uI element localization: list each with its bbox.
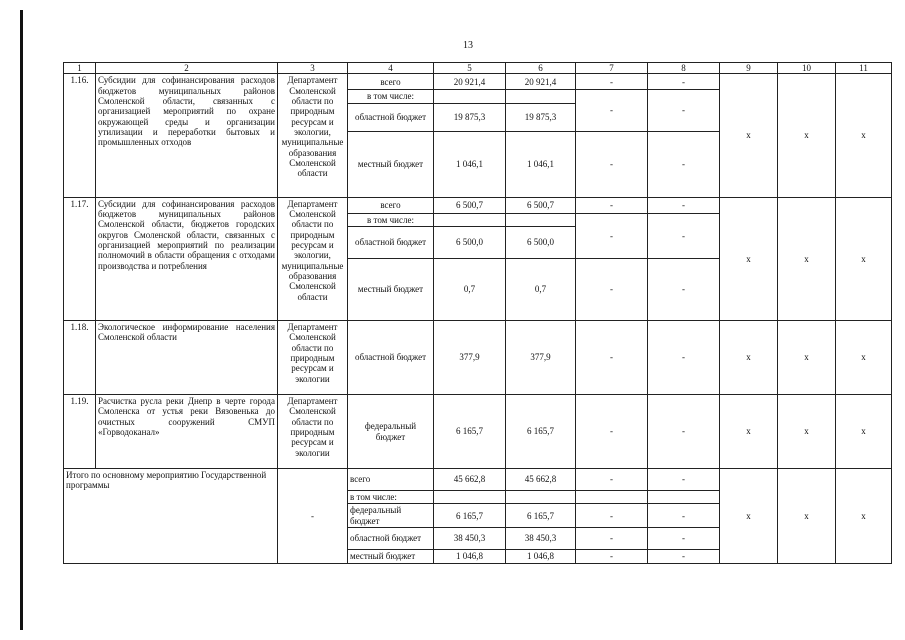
value-col8: -	[648, 321, 720, 395]
value-col8: -	[648, 90, 720, 131]
value-col11: x	[836, 469, 892, 564]
page-edge-line	[20, 10, 23, 630]
row-number: 1.19.	[64, 395, 96, 469]
value-col8: -	[648, 469, 720, 491]
funding-source: в том числе:	[348, 491, 434, 504]
value-col7: -	[576, 550, 648, 564]
value-col5	[434, 213, 506, 226]
table-row	[64, 197, 892, 213]
value-col5: 1 046,8	[434, 550, 506, 564]
value-col7: -	[576, 197, 648, 213]
value-col5: 6 165,7	[434, 504, 506, 528]
row-description: Субсидии для софинансирования расходов бюджетов муниципальных районов Смоленской области, связанных с организацией мероприятий по охране окружающей среды и организации утилизации и переработки бытовых и промышленных отходов	[96, 74, 278, 197]
funding-source: областной бюджет	[348, 103, 434, 131]
total-label: Итого по основному мероприятию Государственной программы	[64, 469, 278, 564]
col-header: 1	[64, 63, 96, 74]
value-col6: 6 500,0	[506, 227, 576, 259]
col-header: 3	[278, 63, 348, 74]
value-col5	[434, 491, 506, 504]
column-number-row	[64, 63, 892, 74]
value-col6: 0,7	[506, 259, 576, 321]
funding-source: в том числе:	[348, 213, 434, 226]
value-col9: x	[720, 74, 778, 197]
row-executor: Департамент Смоленской области по природным ресурсам и экологии	[278, 321, 348, 395]
value-col7: -	[576, 528, 648, 550]
funding-source: местный бюджет	[348, 259, 434, 321]
row-description: Экологическое информирование населения Смоленской области	[96, 321, 278, 395]
value-col11: x	[836, 197, 892, 320]
value-col5: 1 046,1	[434, 131, 506, 197]
row-executor: Департамент Смоленской области по природным ресурсам и экологии	[278, 395, 348, 469]
value-col6: 6 165,7	[506, 504, 576, 528]
value-col8: -	[648, 213, 720, 258]
value-col11: x	[836, 74, 892, 197]
value-col5: 20 921,4	[434, 74, 506, 90]
col-header: 5	[434, 63, 506, 74]
funding-source: местный бюджет	[348, 131, 434, 197]
value-col7: -	[576, 395, 648, 469]
funding-source: всего	[348, 197, 434, 213]
value-col6: 45 662,8	[506, 469, 576, 491]
funding-source: областной бюджет	[348, 528, 434, 550]
value-col6	[506, 491, 576, 504]
value-col5: 6 500,7	[434, 197, 506, 213]
col-header: 4	[348, 63, 434, 74]
row-description: Расчистка русла реки Днепр в черте города Смоленска от устья реки Вязовенька до очистных сооружений СМУП «Горводоканал»	[96, 395, 278, 469]
value-col8: -	[648, 395, 720, 469]
value-col7: -	[576, 504, 648, 528]
col-header: 9	[720, 63, 778, 74]
value-col5: 0,7	[434, 259, 506, 321]
table-row	[64, 321, 892, 395]
funding-source: местный бюджет	[348, 550, 434, 564]
value-col6: 1 046,1	[506, 131, 576, 197]
value-col7: -	[576, 131, 648, 197]
row-number: 1.16.	[64, 74, 96, 197]
col-header: 6	[506, 63, 576, 74]
value-col11: x	[836, 395, 892, 469]
col-header: 8	[648, 63, 720, 74]
value-col8: -	[648, 259, 720, 321]
value-col6	[506, 90, 576, 103]
value-col6: 6 165,7	[506, 395, 576, 469]
value-col9: x	[720, 321, 778, 395]
funding-source: всего	[348, 74, 434, 90]
funding-source: областной бюджет	[348, 321, 434, 395]
value-col7: -	[576, 259, 648, 321]
total-executor: -	[278, 469, 348, 564]
value-col10: x	[778, 469, 836, 564]
value-col7: -	[576, 321, 648, 395]
value-col6: 1 046,8	[506, 550, 576, 564]
table-row	[64, 395, 892, 469]
funding-source: федеральный бюджет	[348, 504, 434, 528]
value-col6: 6 500,7	[506, 197, 576, 213]
table-row	[64, 74, 892, 90]
col-header: 10	[778, 63, 836, 74]
value-col10: x	[778, 197, 836, 320]
funding-source: всего	[348, 469, 434, 491]
value-col5: 377,9	[434, 321, 506, 395]
value-col6: 377,9	[506, 321, 576, 395]
col-header: 11	[836, 63, 892, 74]
value-col5: 19 875,3	[434, 103, 506, 131]
value-col7: -	[576, 90, 648, 131]
row-executor: Департамент Смоленской области по природным ресурсам и экологии, муниципальные образования Смоленской области	[278, 197, 348, 320]
row-number: 1.18.	[64, 321, 96, 395]
value-col9: x	[720, 469, 778, 564]
funding-source: в том числе:	[348, 90, 434, 103]
value-col5: 38 450,3	[434, 528, 506, 550]
row-executor: Департамент Смоленской области по природным ресурсам и экологии, муниципальные образования Смоленской области	[278, 74, 348, 197]
value-col5: 6 165,7	[434, 395, 506, 469]
value-col10: x	[778, 321, 836, 395]
value-col5: 45 662,8	[434, 469, 506, 491]
funding-source: областной бюджет	[348, 227, 434, 259]
value-col7: -	[576, 469, 648, 491]
value-col10: x	[778, 395, 836, 469]
col-header: 7	[576, 63, 648, 74]
value-col6: 20 921,4	[506, 74, 576, 90]
value-col9: x	[720, 197, 778, 320]
value-col9: x	[720, 395, 778, 469]
value-col8: -	[648, 131, 720, 197]
value-col8: -	[648, 74, 720, 90]
value-col8: -	[648, 197, 720, 213]
value-col7	[576, 491, 648, 504]
value-col11: x	[836, 321, 892, 395]
value-col6: 38 450,3	[506, 528, 576, 550]
value-col8: -	[648, 504, 720, 528]
value-col7: -	[576, 74, 648, 90]
funding-source: федеральный бюджет	[348, 395, 434, 469]
total-row	[64, 469, 892, 491]
value-col8: -	[648, 550, 720, 564]
value-col6: 19 875,3	[506, 103, 576, 131]
value-col5	[434, 90, 506, 103]
value-col10: x	[778, 74, 836, 197]
value-col8: -	[648, 528, 720, 550]
value-col5: 6 500,0	[434, 227, 506, 259]
page-number: 13	[463, 40, 473, 51]
value-col7: -	[576, 213, 648, 258]
row-description: Субсидии для софинансирования расходов бюджетов муниципальных районов Смоленской области, бюджетов городских округов Смоленской области, связанных с организацией мероприятий по реализации полномочий в области обращения с отходами производства и потребления	[96, 197, 278, 320]
budget-table	[63, 62, 892, 564]
value-col6	[506, 213, 576, 226]
row-number: 1.17.	[64, 197, 96, 320]
value-col8	[648, 491, 720, 504]
col-header: 2	[96, 63, 278, 74]
